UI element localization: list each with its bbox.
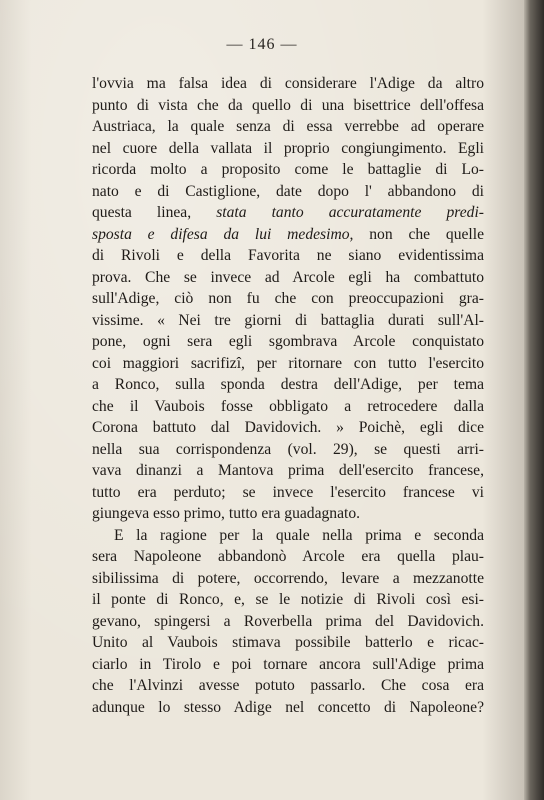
text-run: non che quelle <box>353 225 484 243</box>
text-line: punto di vista che da quello di una bisettrice dell'offesa <box>92 96 484 114</box>
text-line: l'ovvia ma falsa idea di considerare l'Adige da altro <box>92 75 484 92</box>
text-line: adunque lo stesso Adige nel concetto di Napoleone? <box>92 698 484 716</box>
text-line: che il Vaubois fosse obbligato a retrocedere dalla <box>92 397 484 415</box>
text-line: sibilissima di potere, occorrendo, levare a mezzanotte <box>92 569 484 587</box>
text-line: tutto era perduto; se invece l'esercito francese vi <box>92 483 484 501</box>
text-line: E la ragione per la quale nella prima e seconda <box>114 526 484 544</box>
text-line: giungeva esso primo, tutto era guadagnato. <box>92 505 361 522</box>
text-line: a Ronco, sulla sponda destra dell'Adige, per tema <box>92 376 484 393</box>
body-text <box>92 73 484 718</box>
text-line: pone, ogni sera egli sgombrava Arcole conquistato <box>92 333 484 350</box>
text-line <box>92 224 484 246</box>
text-line: Austriaca, la quale senza di essa verrebbe ad operare <box>92 118 484 135</box>
text-line: il ponte di Ronco, e, se le notizie di Rivoli così esi- <box>92 591 484 608</box>
text-line: nato e di Castiglione, date dopo l' abbandono di <box>92 182 484 200</box>
text-line: nel cuore della vallata il proprio congiungimento. Egli <box>92 139 484 157</box>
italic-text: sposta e difesa da lui medesimo, <box>92 225 354 243</box>
page-number: — 146 — <box>226 36 298 53</box>
text-line: prova. Che se invece ad Arcole egli ha combattuto <box>92 268 484 286</box>
text-run: questa linea, <box>92 204 217 221</box>
text-line: sull'Adige, ciò non fu che con preoccupazioni gra- <box>92 290 484 307</box>
text-line: Unito al Vaubois stimava possibile batterlo e ricac- <box>92 634 484 651</box>
text-line: coi maggiori sacrifizî, per ritornare con tutto l'esercito <box>92 354 484 372</box>
text-line <box>92 202 484 224</box>
text-line: ciarlo in Tirolo e poi tornare ancora sull'Adige prima <box>92 655 484 673</box>
text-line: vissime. « Nei tre giorni di battaglia durati sull'Al- <box>92 311 484 329</box>
text-line: Corona battuto dal Davidovich. » Poichè, egli dice <box>92 419 484 436</box>
italic-text: stata tanto accuratamente predi- <box>216 204 484 221</box>
text-line: ricorda molto a proposito come le battaglie di Lo- <box>92 161 484 178</box>
text-line: nella sua corrispondenza (vol. 29), se questi arri- <box>92 440 484 458</box>
text-line: che l'Alvinzi avesse potuto passarlo. Che cosa era <box>92 677 484 694</box>
text-line: vava dinanzi a Mantova prima dell'esercito francese, <box>92 462 484 479</box>
text-line: di Rivoli e della Favorita ne siano evidentissima <box>92 247 484 264</box>
text-line: sera Napoleone abbandonò Arcole era quella plau- <box>92 548 484 565</box>
page-edge-shadow <box>524 0 544 800</box>
text-line: gevano, spingersi a Roverbella prima del Davidovich. <box>92 612 484 630</box>
